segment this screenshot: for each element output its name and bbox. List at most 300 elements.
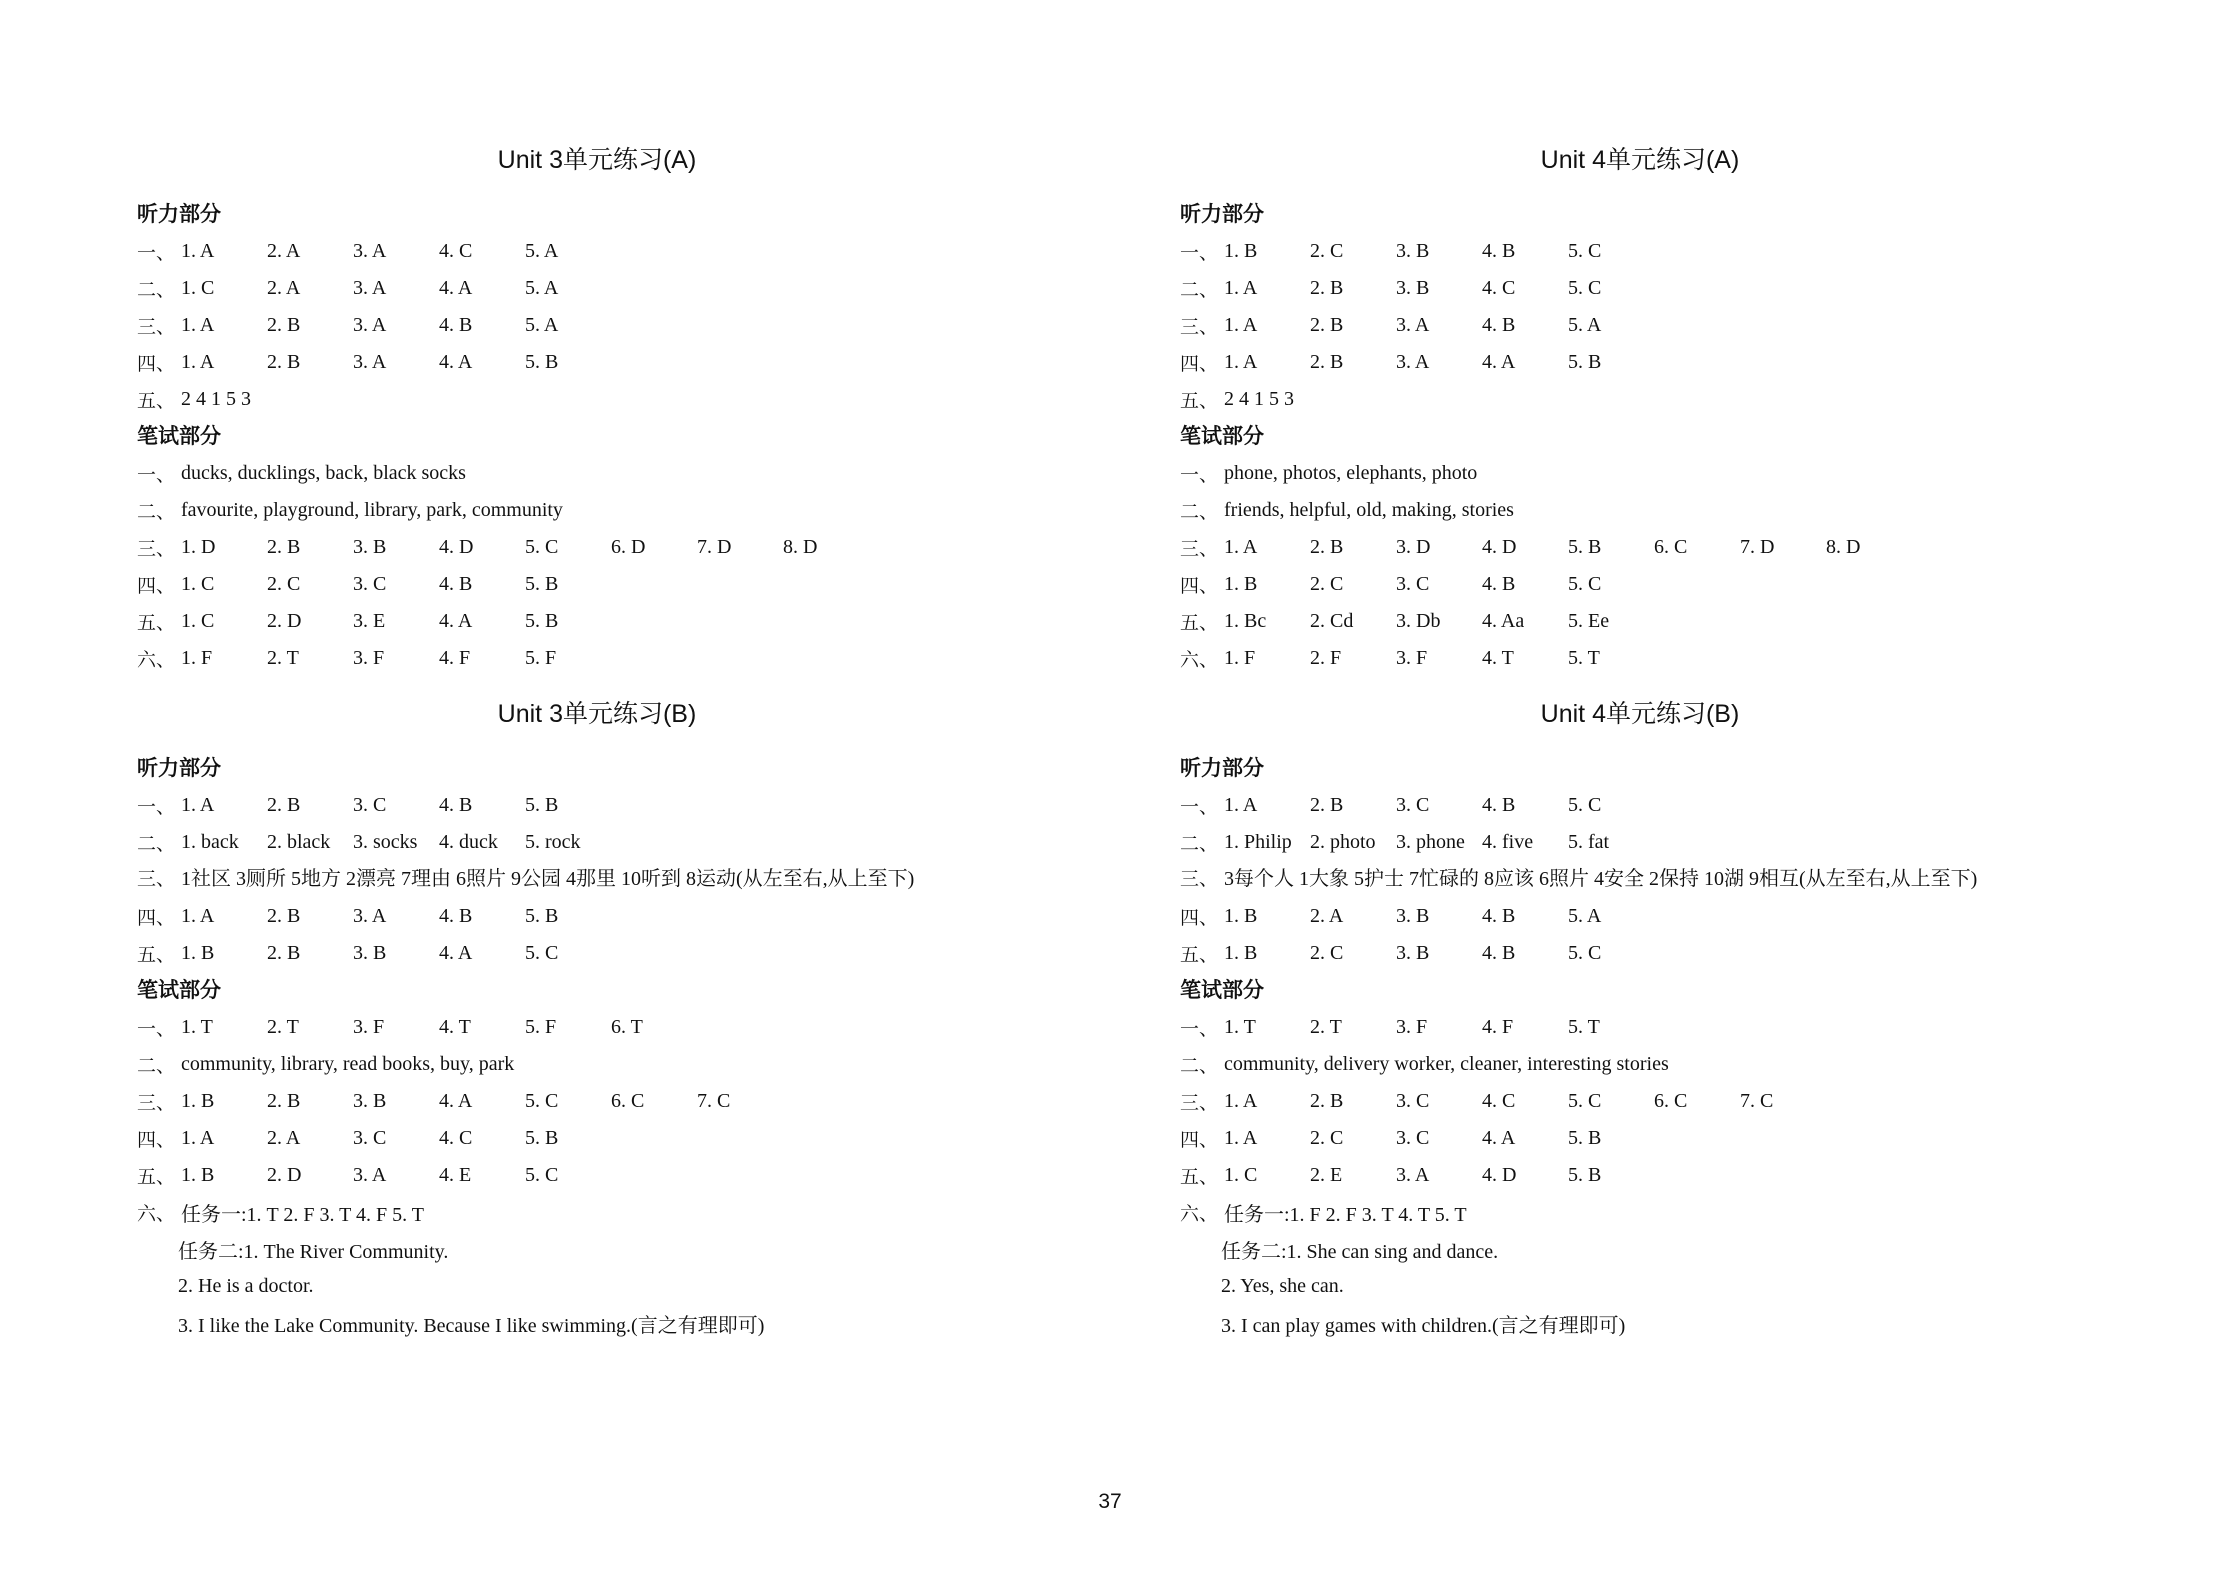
answer-item: 4. five [1482,831,1534,853]
question-number: 四、 [1180,353,1219,375]
answer-item: 4. F [439,647,471,669]
answer-items [181,905,611,928]
answer-item: 4. D [439,536,474,558]
section-heading: 笔试部分 [1180,424,1264,448]
answer-row [137,935,1117,972]
answer-item: 2. C [1310,1127,1344,1149]
section-heading: 听力部分 [137,756,221,780]
answer-items [1224,942,1654,965]
answer-item: 4. B [1482,240,1516,262]
question-number: 四、 [137,1129,176,1151]
answer-item: 1. A [1224,1090,1258,1112]
answer-item: 4. B [1482,942,1516,964]
answer-items [181,1164,611,1187]
answer-item: 3. B [1396,240,1430,262]
answer-row [1180,603,2160,640]
answer-row [1180,1157,2160,1194]
answer-item: 5. B [1568,1164,1602,1186]
answer-item: 3. C [1396,1090,1430,1112]
answer-items [1224,1164,1654,1187]
answer-item: 1. B [1224,573,1258,595]
answer-row [137,1046,1117,1083]
answer-item: 1. A [1224,1127,1258,1149]
answer-item: 2. T [1310,1016,1342,1038]
answer-item: 3. A [1396,1164,1430,1186]
answer-item: 5. fat [1568,831,1610,853]
answer-item: 7. C [1740,1090,1774,1112]
section-heading: 笔试部分 [1180,978,1264,1002]
page-number: 37 [1098,1490,1122,1513]
answer-item: 3. A [353,240,387,262]
answer-item: 2. B [1310,277,1344,299]
answer-text: 1社区 3厕所 5地方 2漂亮 7理由 6照片 9公园 4那里 10听到 8运动(从左至右,从上至下) [181,868,915,890]
answer-item: 2. D [267,1164,302,1186]
unit-title: Unit 4单元练习(A) [1540,146,1740,174]
answer-item: 3. socks [353,831,418,853]
section-heading: 听力部分 [137,202,221,226]
section-heading: 听力部分 [1180,756,1264,780]
answer-item: 5. B [525,1127,559,1149]
answer-item: 1. T [1224,1016,1256,1038]
answer-items [1224,351,1654,374]
answer-item: 5. F [525,1016,557,1038]
answer-item: 5. A [1568,314,1602,336]
answer-item: 3. A [353,1164,387,1186]
answer-items [181,1127,611,1150]
question-number: 四、 [137,575,176,597]
answer-item: 2. T [267,647,299,669]
question-number: 五、 [1180,944,1219,966]
question-number: 三、 [137,868,176,890]
answer-item: 4. B [439,794,473,816]
answer-text: 任务二:1. She can sing and dance. [1221,1241,1499,1263]
answer-text: 任务一:1. T 2. F 3. T 4. F 5. T [181,1204,425,1226]
answer-item: 2. black [267,831,331,853]
answer-items [181,573,611,596]
question-number: 六、 [137,1203,176,1225]
answer-item: 6. D [611,536,646,558]
answer-item: 4. B [1482,905,1516,927]
answer-text: phone, photos, elephants, photo [1224,462,1478,484]
answer-item: 4. A [439,277,473,299]
question-number: 五、 [1180,390,1219,412]
answer-row [1180,1009,2160,1046]
question-number: 五、 [137,390,176,412]
answer-item: 2. B [1310,351,1344,373]
answer-item: 4. E [439,1164,472,1186]
answer-item: 1. A [1224,536,1258,558]
answer-row [1180,492,2160,529]
answer-item: 7. C [697,1090,731,1112]
answer-item: 3. C [1396,794,1430,816]
answer-item: 2. B [1310,1090,1344,1112]
answer-row [1180,344,2160,381]
answer-items [1224,536,1912,559]
question-number: 四、 [1180,575,1219,597]
answer-item: 5. C [1568,573,1602,595]
answer-item: 8. D [1826,536,1861,558]
unit-title: Unit 3单元练习(B) [497,700,697,728]
answer-item: 5. T [1568,1016,1600,1038]
answer-item: 4. C [439,240,473,262]
answer-item: 2. B [267,942,301,964]
answer-row [137,455,1117,492]
answer-item: 4. T [439,1016,471,1038]
answer-item: 4. C [1482,1090,1516,1112]
unit-section [137,140,1117,677]
answer-row [137,492,1117,529]
sub-answer-row [1180,1268,2160,1305]
answer-item: 4. B [439,905,473,927]
answer-items [1224,1127,1654,1150]
question-number: 五、 [1180,612,1219,634]
question-number: 六、 [1180,1203,1219,1225]
question-number: 一、 [137,242,176,264]
answer-item: 3. C [1396,573,1430,595]
answer-item: 2. C [1310,942,1344,964]
answer-item: 2. B [267,1090,301,1112]
answer-text: 2. He is a doctor. [178,1275,314,1297]
answer-item: 5. T [1568,647,1600,669]
answer-item: 4. B [1482,314,1516,336]
sub-answer-row [137,1305,1117,1342]
question-number: 六、 [1180,649,1219,671]
question-number: 二、 [1180,279,1219,301]
answer-items [1224,610,1654,633]
answer-item: 5. C [1568,794,1602,816]
answer-items [181,610,611,633]
answer-item: 5. B [525,351,559,373]
answer-items [181,240,611,263]
answer-item: 3. C [353,1127,387,1149]
question-number: 一、 [1180,796,1219,818]
answer-item: 3. B [1396,942,1430,964]
answer-items [181,1090,783,1113]
answer-item: 1. A [1224,794,1258,816]
unit-title: Unit 3单元练习(A) [497,146,697,174]
answer-item: 2. C [267,573,301,595]
answer-item: 4. B [439,314,473,336]
answer-items [1224,647,1654,670]
answer-item: 5. C [1568,1090,1602,1112]
answer-item: 1. B [181,1164,215,1186]
answer-item: 2. C [1310,240,1344,262]
answer-row [137,1194,1117,1231]
answer-text: 2 4 1 5 3 [1224,388,1294,410]
answer-row [137,529,1117,566]
answer-item: 3. A [353,351,387,373]
answer-row [137,861,1117,898]
question-number: 二、 [137,1055,176,1077]
answer-item: 2. B [1310,314,1344,336]
section-heading: 笔试部分 [137,978,221,1002]
answer-items [181,314,611,337]
question-number: 三、 [1180,1092,1219,1114]
answer-items [1224,240,1654,263]
answer-text: favourite, playground, library, park, community [181,499,563,521]
answer-item: 1. A [181,905,215,927]
answer-row [137,787,1117,824]
answer-item: 1. Philip [1224,831,1292,853]
answer-item: 3. A [1396,351,1430,373]
answer-item: 5. B [525,905,559,927]
answer-item: 2. A [267,1127,301,1149]
answer-item: 1. B [181,942,215,964]
answer-item: 5. C [525,942,559,964]
answer-item: 2. A [1310,905,1344,927]
answer-item: 4. B [439,573,473,595]
answer-text: friends, helpful, old, making, stories [1224,499,1514,521]
answer-item: 1. C [1224,1164,1258,1186]
answer-item: 3. B [353,942,387,964]
answer-item: 2. B [267,905,301,927]
answer-item: 3. B [353,536,387,558]
question-number: 四、 [1180,1129,1219,1151]
answer-row [137,566,1117,603]
answer-row [1180,1120,2160,1157]
answer-item: 1. T [181,1016,213,1038]
answer-item: 4. A [439,1090,473,1112]
question-number: 五、 [1180,1166,1219,1188]
answer-item: 3. B [1396,277,1430,299]
answer-item: 4. A [1482,351,1516,373]
answer-item: 2. B [267,536,301,558]
answer-item: 4. D [1482,536,1517,558]
answer-item: 1. A [181,1127,215,1149]
answer-item: 1. F [181,647,213,669]
question-number: 五、 [137,1166,176,1188]
section-heading: 听力部分 [1180,202,1264,226]
answer-row [1180,1194,2160,1231]
sub-answer-row [1180,1231,2160,1268]
answer-items [181,536,869,559]
answer-row [137,381,1117,418]
answer-row [137,603,1117,640]
answer-item: 3. A [353,905,387,927]
answer-row [1180,307,2160,344]
answer-item: 4. Aa [1482,610,1525,632]
answer-item: 5. C [525,1090,559,1112]
answer-items [181,647,611,670]
answer-item: 4. duck [439,831,498,853]
answer-item: 4. T [1482,647,1514,669]
answer-item: 3. A [353,277,387,299]
answer-item: 5. C [1568,942,1602,964]
answer-row [137,824,1117,861]
answer-item: 4. A [439,942,473,964]
answer-item: 5. C [1568,240,1602,262]
answer-row [1180,640,2160,677]
answer-items [1224,277,1654,300]
answer-row [137,270,1117,307]
answer-item: 5. A [525,240,559,262]
section-heading: 笔试部分 [137,424,221,448]
answer-item: 6. C [611,1090,645,1112]
answer-text: 任务二:1. The River Community. [178,1241,449,1263]
answer-row [1180,824,2160,861]
answer-item: 1. Bc [1224,610,1267,632]
question-number: 四、 [137,907,176,929]
answer-item: 2. B [1310,536,1344,558]
answer-item: 2. T [267,1016,299,1038]
answer-items [181,351,611,374]
answer-row [137,1083,1117,1120]
answer-item: 5. A [525,277,559,299]
answer-item: 1. A [1224,314,1258,336]
answer-item: 6. C [1654,1090,1688,1112]
answer-text: community, delivery worker, cleaner, interesting stories [1224,1053,1669,1075]
answer-items [1224,905,1654,928]
answer-item: 4. B [1482,794,1516,816]
answer-item: 6. T [611,1016,643,1038]
answer-items [1224,314,1654,337]
question-number: 一、 [1180,464,1219,486]
answer-row [1180,270,2160,307]
question-number: 一、 [137,464,176,486]
answer-row [137,344,1117,381]
answer-item: 4. A [439,351,473,373]
question-number: 一、 [1180,1018,1219,1040]
answer-item: 2. A [267,277,301,299]
answer-item: 2. B [267,794,301,816]
answer-row [1180,861,2160,898]
question-number: 五、 [137,944,176,966]
answer-item: 3. E [353,610,386,632]
answer-item: 3. A [353,314,387,336]
answer-text: 3. I can play games with children.(言之有理即可) [1221,1315,1626,1337]
answer-item: 5. B [525,573,559,595]
answer-item: 5. F [525,647,557,669]
answer-items [1224,573,1654,596]
answer-item: 3. F [353,647,385,669]
answer-item: 5. Ee [1568,610,1610,632]
answer-row [1180,1083,2160,1120]
question-number: 四、 [1180,907,1219,929]
question-number: 三、 [137,316,176,338]
sub-answer-row [137,1268,1117,1305]
answer-row [137,1157,1117,1194]
answer-item: 5. C [525,1164,559,1186]
answer-item: 1. B [181,1090,215,1112]
answer-row [1180,455,2160,492]
answer-item: 2. E [1310,1164,1343,1186]
question-number: 一、 [1180,242,1219,264]
question-number: 一、 [137,796,176,818]
answer-item: 2. B [267,314,301,336]
answer-item: 4. A [1482,1127,1516,1149]
answer-item: 1. B [1224,240,1258,262]
answer-row [137,233,1117,270]
answer-item: 7. D [697,536,732,558]
answer-item: 4. B [1482,573,1516,595]
question-number: 五、 [137,612,176,634]
answer-row [137,640,1117,677]
answer-items [181,831,611,854]
answer-item: 3. C [1396,1127,1430,1149]
answer-items [181,942,611,965]
answer-row [1180,935,2160,972]
answer-item: 2. A [267,240,301,262]
answer-item: 1. back [181,831,239,853]
answer-text: ducks, ducklings, back, black socks [181,462,466,484]
answer-items [181,794,611,817]
answer-item: 4. A [439,610,473,632]
answer-item: 1. F [1224,647,1256,669]
sub-answer-row [137,1231,1117,1268]
answer-item: 5. C [1568,277,1602,299]
answer-item: 7. D [1740,536,1775,558]
answer-text: community, library, read books, buy, park [181,1053,515,1075]
answer-item: 5. rock [525,831,581,853]
answer-row [1180,529,2160,566]
answer-item: 8. D [783,536,818,558]
answer-item: 2. photo [1310,831,1376,853]
question-number: 三、 [1180,316,1219,338]
question-number: 一、 [137,1018,176,1040]
answer-item: 2. F [1310,647,1342,669]
question-number: 二、 [1180,1055,1219,1077]
answer-item: 1. C [181,610,215,632]
answer-item: 1. A [181,351,215,373]
answer-item: 5. A [1568,905,1602,927]
answer-item: 1. A [1224,351,1258,373]
answer-items [1224,794,1654,817]
answer-text: 3. I like the Lake Community. Because I like swimming.(言之有理即可) [178,1315,765,1337]
answer-item: 3. D [1396,536,1431,558]
answer-item: 3. C [353,794,387,816]
answer-item: 1. A [181,314,215,336]
answer-item: 3. B [353,1090,387,1112]
question-number: 二、 [1180,833,1219,855]
answer-text: 3每个人 1大象 5护士 7忙碌的 8应该 6照片 4安全 2保持 10湖 9相互(从左至右,从上至下) [1224,868,1978,890]
answer-items [181,1016,697,1039]
answer-item: 1. D [181,536,216,558]
unit-title: Unit 4单元练习(B) [1540,700,1740,728]
answer-item: 1. A [181,240,215,262]
question-number: 二、 [137,279,176,301]
answer-text: 任务一:1. F 2. F 3. T 4. T 5. T [1224,1204,1467,1226]
answer-item: 3. C [353,573,387,595]
answer-row [137,898,1117,935]
answer-item: 1. A [181,794,215,816]
answer-item: 1. B [1224,942,1258,964]
answer-item: 3. F [353,1016,385,1038]
answer-item: 3. F [1396,647,1428,669]
question-number: 二、 [1180,501,1219,523]
answer-item: 5. B [1568,536,1602,558]
answer-items [1224,1016,1654,1039]
question-number: 六、 [137,649,176,671]
answer-item: 1. B [1224,905,1258,927]
answer-item: 3. F [1396,1016,1428,1038]
question-number: 三、 [137,538,176,560]
answer-item: 5. A [525,314,559,336]
question-number: 二、 [137,833,176,855]
answer-row [137,307,1117,344]
answer-items [181,277,611,300]
answer-item: 5. B [525,610,559,632]
unit-section [1180,140,2160,677]
answer-item: 4. D [1482,1164,1517,1186]
answer-item: 1. C [181,277,215,299]
answer-row [1180,898,2160,935]
answer-item: 5. B [525,794,559,816]
answer-item: 2. C [1310,573,1344,595]
answer-item: 2. B [267,351,301,373]
answer-text: 2. Yes, she can. [1221,1275,1344,1297]
unit-section [1180,694,2160,1342]
answer-item: 4. C [439,1127,473,1149]
